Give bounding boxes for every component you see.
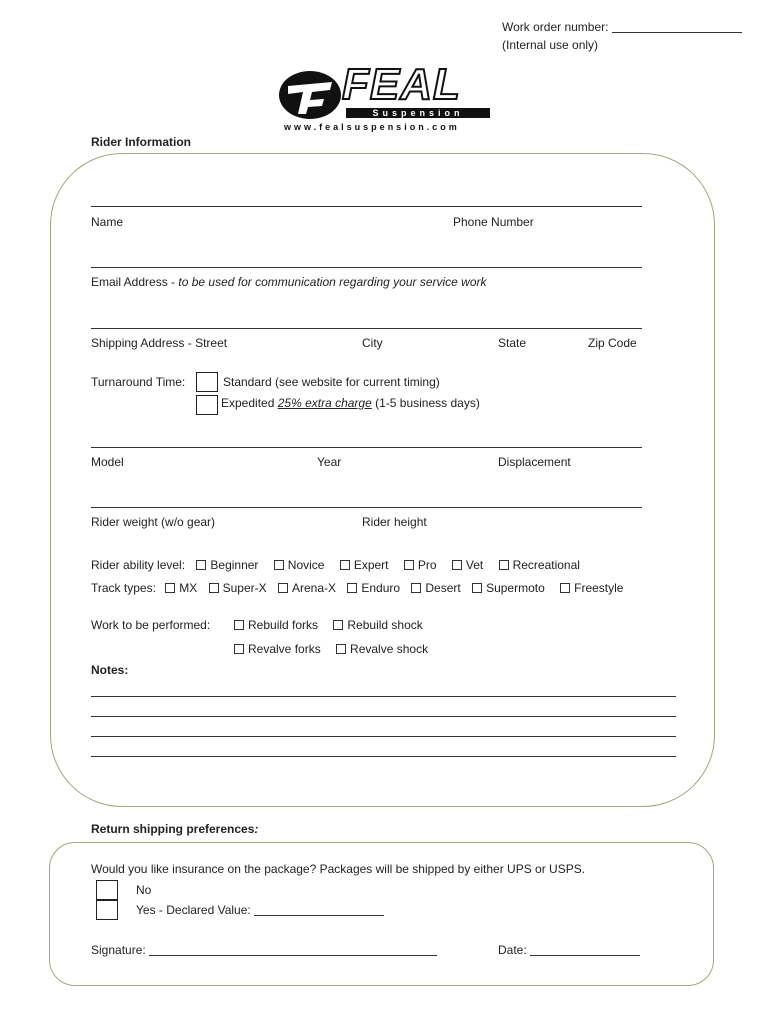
checkbox-icon[interactable] (452, 560, 462, 570)
ability-option[interactable]: Expert (340, 558, 389, 572)
name-label: Name (91, 215, 124, 229)
work-label: Work to be performed: (91, 618, 211, 632)
track-option[interactable]: MX (165, 581, 197, 595)
checkbox-icon[interactable] (336, 644, 346, 654)
logo-tagline: Suspension (372, 108, 464, 118)
notes-line[interactable] (91, 716, 676, 717)
track-option[interactable]: Supermoto (472, 581, 545, 595)
checkbox-icon[interactable] (333, 620, 343, 630)
checkbox-icon[interactable] (340, 560, 350, 570)
checkbox-icon[interactable] (560, 583, 570, 593)
signature-blank[interactable] (149, 955, 437, 956)
ability-option[interactable]: Novice (274, 558, 325, 572)
checkbox-icon[interactable] (472, 583, 482, 593)
checkbox-icon[interactable] (278, 583, 288, 593)
bike-line[interactable] (91, 447, 642, 448)
track-row (91, 581, 623, 595)
work-row-2 (234, 642, 440, 656)
checkbox-icon[interactable] (234, 620, 244, 630)
email-line[interactable] (91, 267, 642, 268)
work-row-1 (234, 618, 435, 632)
state-label: State (498, 336, 527, 350)
turnaround-label: Turnaround Time: (91, 375, 186, 389)
email-note: to be used for communication regarding your service work (178, 275, 487, 289)
expedited-label: Expedited (221, 396, 278, 410)
displacement-label: Displacement (498, 455, 571, 469)
ability-row (91, 558, 592, 572)
ability-label: Rider ability level: (91, 558, 186, 572)
notes-line[interactable] (91, 736, 676, 737)
rider-size-line[interactable] (91, 507, 642, 508)
logo-url: www.fealsuspension.com (284, 122, 460, 132)
weight-label: Rider weight (w/o gear) (91, 515, 216, 529)
feal-logo (276, 60, 496, 136)
notes-line[interactable] (91, 696, 676, 697)
rider-info-frame (50, 153, 715, 807)
ability-option[interactable]: Beginner (196, 558, 258, 572)
notes-line[interactable] (91, 756, 676, 757)
work-order-blank[interactable] (612, 32, 742, 33)
checkbox-icon[interactable] (234, 644, 244, 654)
insurance-yes-row (136, 903, 384, 917)
city-label: City (362, 336, 383, 350)
checkbox-icon[interactable] (404, 560, 414, 570)
expedited-days: (1-5 business days) (371, 396, 480, 410)
track-option[interactable]: Freestyle (560, 581, 623, 595)
signature-label: Signature: (91, 943, 146, 957)
checkbox-icon[interactable] (347, 583, 357, 593)
insurance-question: Would you like insurance on the package? Packages will be shipped by either UPS or USPS. (91, 862, 586, 876)
track-option[interactable]: Super-X (209, 581, 267, 595)
ability-option[interactable]: Pro (404, 558, 437, 572)
expedited-label-row (221, 396, 480, 410)
model-label: Model (91, 455, 124, 469)
checkbox-icon[interactable] (165, 583, 175, 593)
checkbox-icon[interactable] (411, 583, 421, 593)
date-blank[interactable] (530, 955, 640, 956)
ability-option[interactable]: Vet (452, 558, 483, 572)
phone-label: Phone Number (453, 215, 534, 229)
work-order-label: Work order number: (502, 20, 609, 34)
rider-info-title: Rider Information (91, 135, 192, 149)
signature-row (91, 943, 437, 957)
zip-label: Zip Code (588, 336, 637, 350)
work-option[interactable]: Rebuild forks (234, 618, 318, 632)
work-order-field[interactable] (502, 20, 742, 34)
email-label: Email Address - (91, 275, 179, 289)
track-option[interactable]: Arena-X (278, 581, 336, 595)
date-row (498, 943, 640, 957)
insurance-no-checkbox[interactable] (96, 880, 118, 900)
track-label: Track types: (91, 581, 156, 595)
work-option[interactable]: Revalve forks (234, 642, 321, 656)
work-option[interactable]: Rebuild shock (333, 618, 422, 632)
name-phone-line[interactable] (91, 206, 642, 207)
insurance-no-label: No (136, 883, 152, 897)
work-option[interactable]: Revalve shock (336, 642, 428, 656)
ability-option[interactable]: Recreational (499, 558, 580, 572)
insurance-yes-checkbox[interactable] (96, 900, 118, 920)
declared-value-blank[interactable] (254, 915, 384, 916)
internal-use-note: (Internal use only) (502, 38, 599, 52)
date-label: Date: (498, 943, 527, 957)
street-label: Shipping Address - Street (91, 336, 228, 350)
insurance-yes-label: Yes - Declared Value: (136, 903, 251, 917)
track-option[interactable]: Enduro (347, 581, 400, 595)
checkbox-icon[interactable] (196, 560, 206, 570)
expedited-charge: 25% extra charge (277, 396, 372, 410)
year-label: Year (317, 455, 342, 469)
email-label-row (91, 275, 487, 289)
standard-checkbox[interactable] (196, 372, 218, 392)
standard-label: Standard (see website for current timing) (223, 375, 440, 389)
checkbox-icon[interactable] (209, 583, 219, 593)
logo-brand-text: FEAL (342, 60, 461, 109)
height-label: Rider height (362, 515, 427, 529)
notes-label: Notes: (91, 663, 129, 677)
checkbox-icon[interactable] (499, 560, 509, 570)
return-shipping-title: Return shipping preferences: (91, 822, 259, 836)
expedited-checkbox[interactable] (196, 395, 218, 415)
track-option[interactable]: Desert (411, 581, 460, 595)
checkbox-icon[interactable] (274, 560, 284, 570)
address-line[interactable] (91, 328, 642, 329)
